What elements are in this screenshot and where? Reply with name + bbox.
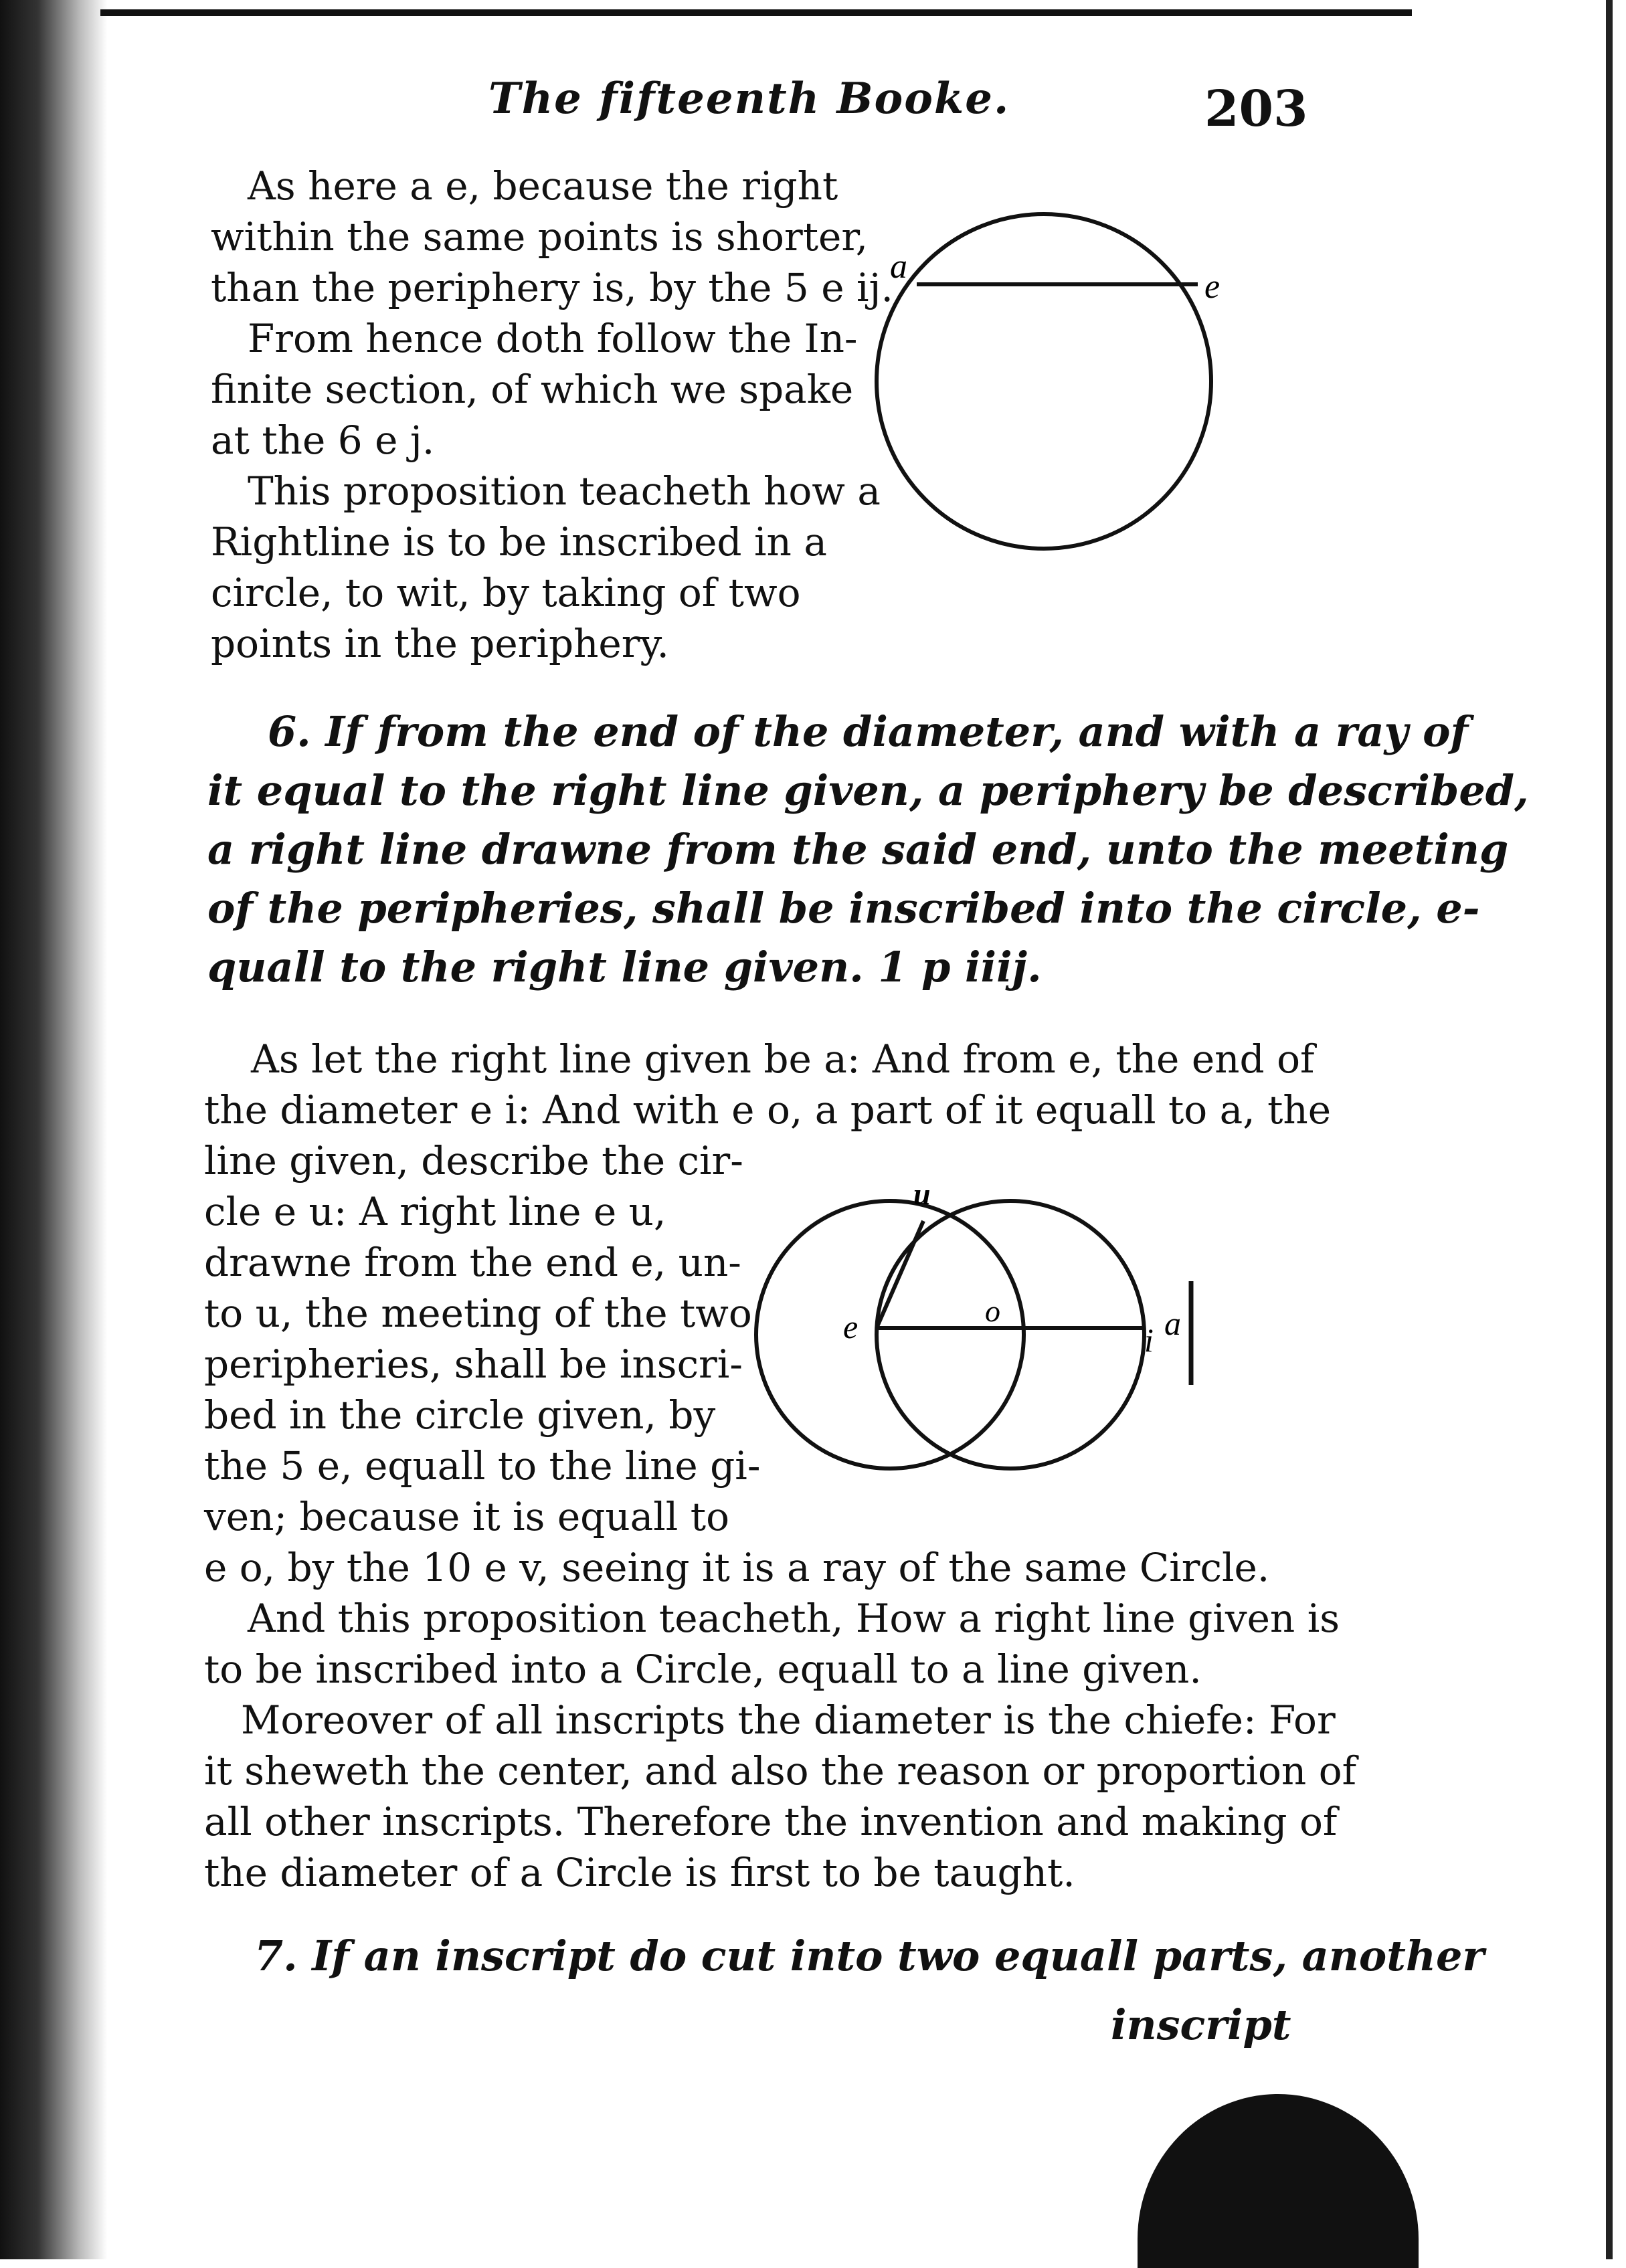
text-line: And this proposition teacheth, How a right line given is [248, 1596, 1340, 1641]
label-a: a [1164, 1305, 1181, 1342]
text-line: This proposition teacheth how a [248, 468, 881, 514]
scan-artifact-thumb [1138, 2094, 1419, 2268]
text-line: points in the periphery. [211, 621, 669, 666]
text-line: Rightline is to be inscribed in a [211, 519, 827, 565]
text-line: peripheries, shall be inscri- [204, 1341, 743, 1387]
text-line: From hence doth follow the In- [248, 316, 858, 361]
page-number: 203 [1204, 80, 1308, 138]
text-line: all other inscripts. Therefore the invention and making of [204, 1799, 1338, 1845]
prop-line: a right line drawne from the said end, unto the meeting [207, 825, 1509, 874]
proposition-7: 7. If an inscript do cut into two equall parts, another [254, 1931, 1485, 1980]
prop-line: of the peripheries, shall be inscribed into the circle, e- [207, 884, 1480, 933]
text-line: finite section, of which we spake [211, 367, 854, 412]
text-line: the 5 e, equall to the line gi- [204, 1443, 761, 1489]
text-line: to u, the meeting of the two [204, 1291, 752, 1336]
book-gutter-shadow [0, 0, 107, 2259]
text-line: the diameter of a Circle is first to be taught. [204, 1850, 1075, 1895]
circle-periphery [877, 214, 1211, 549]
text-line: line given, describe the cir- [204, 1138, 743, 1184]
right-border-line [1606, 0, 1613, 2259]
label-a: a [890, 248, 907, 286]
running-head: The fifteenth Booke. [488, 74, 1010, 124]
catchword: inscript [1111, 2000, 1291, 2049]
label-e: e [843, 1308, 859, 1345]
label-u: u [913, 1177, 931, 1211]
figure-two-circles [736, 1177, 1245, 1512]
text-line: As let the right line given be a: And from e, the end of [251, 1036, 1315, 1082]
prop-line: quall to the right line given. 1 p iiij. [207, 943, 1042, 991]
circle-given [756, 1201, 1024, 1469]
text-line: As here a e, because the right [248, 163, 838, 209]
text-line: cle e u: A right line e u, [204, 1189, 666, 1234]
text-line: the diameter e i: And with e o, a part of it equall to a, the [204, 1087, 1332, 1133]
text-line: than the periphery is, by the 5 e ij. [211, 265, 893, 310]
figure-circle-chord [870, 201, 1245, 575]
chord-eu [877, 1221, 923, 1328]
top-border-line [100, 9, 1412, 16]
label-e: e [1204, 268, 1221, 306]
text-line: bed in the circle given, by [204, 1392, 716, 1438]
text-line: circle, to wit, by taking of two [211, 570, 801, 616]
label-i: i [1144, 1321, 1154, 1359]
text-line: it sheweth the center, and also the reason or proportion of [204, 1748, 1357, 1794]
text-line: e o, by the 10 e v, seeing it is a ray of the same Circle. [204, 1545, 1270, 1590]
text-line: drawne from the end e, un- [204, 1240, 741, 1285]
text-line: within the same points is shorter, [211, 214, 869, 260]
label-o: o [985, 1294, 1000, 1328]
prop-line: 6. If from the end of the diameter, and with a ray of [268, 707, 1469, 756]
text-line: Moreover of all inscripts the diameter is the chiefe: For [241, 1697, 1336, 1743]
text-line: at the 6 e j. [211, 417, 435, 463]
prop-line: it equal to the right line given, a periphery be described, [207, 766, 1529, 815]
text-line: to be inscribed into a Circle, equall to a line given. [204, 1646, 1202, 1692]
text-line: ven; because it is equall to [204, 1494, 730, 1539]
